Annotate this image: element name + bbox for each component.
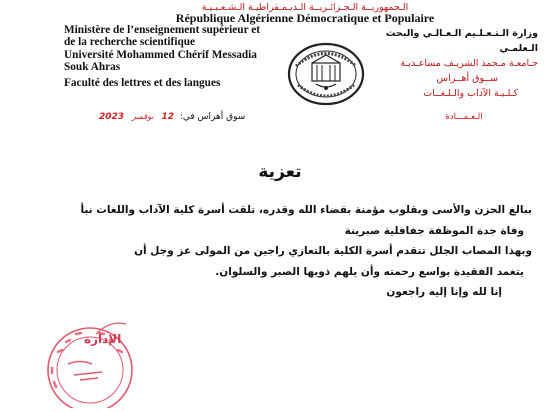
republic-french-title: République Algérienne Démocratique et Populaire xyxy=(175,11,435,25)
date-month: نوفمبر xyxy=(131,112,154,121)
republic-arabic-title: الـجمهوريــة الـجـزائـريــة الـديـمـقراطيـة الـشـعـبـيـة xyxy=(201,2,409,13)
date-year: 2023 xyxy=(99,112,125,122)
city-arabic: ســوق أهــراس xyxy=(436,73,498,84)
letter-line: وبهذا المصاب الجلل تتقدم أسرة الكلية بالتعازي راجين من المولى عز وجل أن xyxy=(134,245,532,257)
university-arabic: جـامعـة مـحمد الشريـف مساعـديـة xyxy=(400,58,538,69)
letter-title: تعزية xyxy=(258,162,302,182)
deanship-label: الـعـمـــادة xyxy=(445,112,483,122)
administration-stamp xyxy=(40,312,140,408)
stamp-label: الإدارة xyxy=(84,332,122,346)
ministry-arabic: وزارة الـتـعـلـيم الـعـالـي والبحث الـعلمـي xyxy=(385,28,538,54)
faculty-arabic: كـلـيـة الآداب والـلـغــات xyxy=(423,88,518,99)
letter-line: وفاة جدة الموظفة جفافلية صبرينة xyxy=(344,224,524,237)
letter-line: ببالغ الحزن والأسى وبقلوب مؤمنة بقضاء الله وقدره، تلقت أسرة كلية الآداب واللغات نبأ xyxy=(80,204,532,216)
letter-line: إنا لله وإنا إليه راجعون xyxy=(386,286,502,298)
letter-body xyxy=(60,200,532,303)
institution-arabic-block xyxy=(348,26,538,101)
faculty-french: Faculté des lettres et des langues xyxy=(64,76,221,89)
institution-french-block xyxy=(64,24,284,89)
letter-line: يتغمد الفقيدة بواسع رحمته وأن يلهم ذويها الصبر والسلوان. xyxy=(215,265,524,278)
ministry-french: Ministère de l’enseignement supérieur et xyxy=(64,24,260,36)
university-french: Université Mohammed Chérif Messadia xyxy=(64,48,257,61)
date-day: 12 xyxy=(161,112,174,122)
research-french: de la recherche scientifique xyxy=(64,36,196,49)
university-seal-logo xyxy=(286,41,366,107)
city-french: Souk Ahras xyxy=(64,61,121,74)
date-line xyxy=(96,112,256,122)
date-prefix: سوق أهراس في: xyxy=(179,112,246,122)
